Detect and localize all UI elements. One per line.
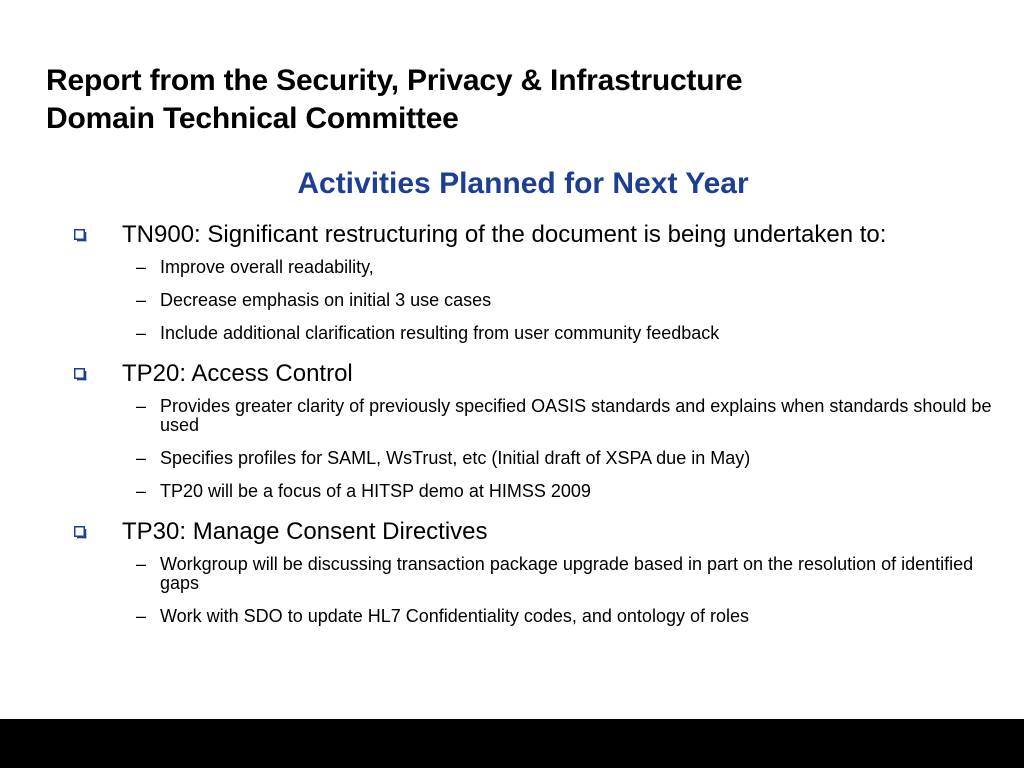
sub-bullet-text: Work with SDO to update HL7 Confidentiality codes, and ontology of roles bbox=[160, 606, 749, 626]
bullet-item-tn900 bbox=[72, 220, 992, 343]
bullet-text: TN900: Significant restructuring of the document is being undertaken to: bbox=[122, 221, 887, 248]
sub-bullet-item bbox=[122, 397, 992, 435]
sub-bullet-list bbox=[122, 397, 992, 501]
slide-subtitle: Activities Planned for Next Year bbox=[297, 167, 749, 200]
sub-bullet-item bbox=[122, 482, 992, 501]
dash-icon: – bbox=[136, 257, 147, 277]
dash-icon: – bbox=[136, 554, 147, 574]
sub-bullet-item bbox=[122, 324, 992, 343]
bullet-list bbox=[72, 220, 992, 626]
slide-title bbox=[46, 62, 946, 138]
sub-bullet-item bbox=[122, 258, 992, 277]
bullet-item-tp30 bbox=[72, 517, 992, 626]
sub-bullet-list bbox=[122, 258, 992, 343]
checkbox-square-icon bbox=[74, 526, 87, 539]
dash-icon: – bbox=[136, 396, 147, 416]
sub-bullet-item bbox=[122, 607, 992, 626]
slide-title-line: Domain Technical Committee bbox=[46, 102, 459, 135]
sub-bullet-text: Improve overall readability, bbox=[160, 257, 374, 277]
checkbox-square-icon bbox=[74, 229, 87, 242]
dash-icon: – bbox=[136, 606, 147, 626]
bullet-item-tp20 bbox=[72, 359, 992, 501]
footer-band bbox=[0, 719, 1024, 768]
sub-bullet-text: TP20 will be a focus of a HITSP demo at HIMSS 2009 bbox=[160, 481, 591, 501]
dash-icon: – bbox=[136, 323, 147, 343]
sub-bullet-text: Provides greater clarity of previously specified OASIS standards and explains when standards should be used bbox=[160, 396, 992, 435]
sub-bullet-list bbox=[122, 555, 992, 626]
sub-bullet-text: Include additional clarification resulting from user community feedback bbox=[160, 323, 720, 343]
sub-bullet-text: Specifies profiles for SAML, WsTrust, etc (Initial draft of XSPA due in May) bbox=[160, 448, 751, 468]
checkbox-square-icon bbox=[74, 368, 87, 381]
bullet-text: TP20: Access Control bbox=[122, 360, 353, 387]
slide-title-line: Report from the Security, Privacy & Infrastructure bbox=[46, 64, 743, 97]
sub-bullet-item bbox=[122, 555, 992, 593]
sub-bullet-text: Decrease emphasis on initial 3 use cases bbox=[160, 290, 492, 310]
sub-bullet-item bbox=[122, 291, 992, 310]
dash-icon: – bbox=[136, 290, 147, 310]
bullet-text: TP30: Manage Consent Directives bbox=[122, 518, 488, 545]
sub-bullet-item bbox=[122, 449, 992, 468]
dash-icon: – bbox=[136, 448, 147, 468]
sub-bullet-text: Workgroup will be discussing transaction package upgrade based in part on the resolution of identified gaps bbox=[160, 554, 974, 593]
dash-icon: – bbox=[136, 481, 147, 501]
